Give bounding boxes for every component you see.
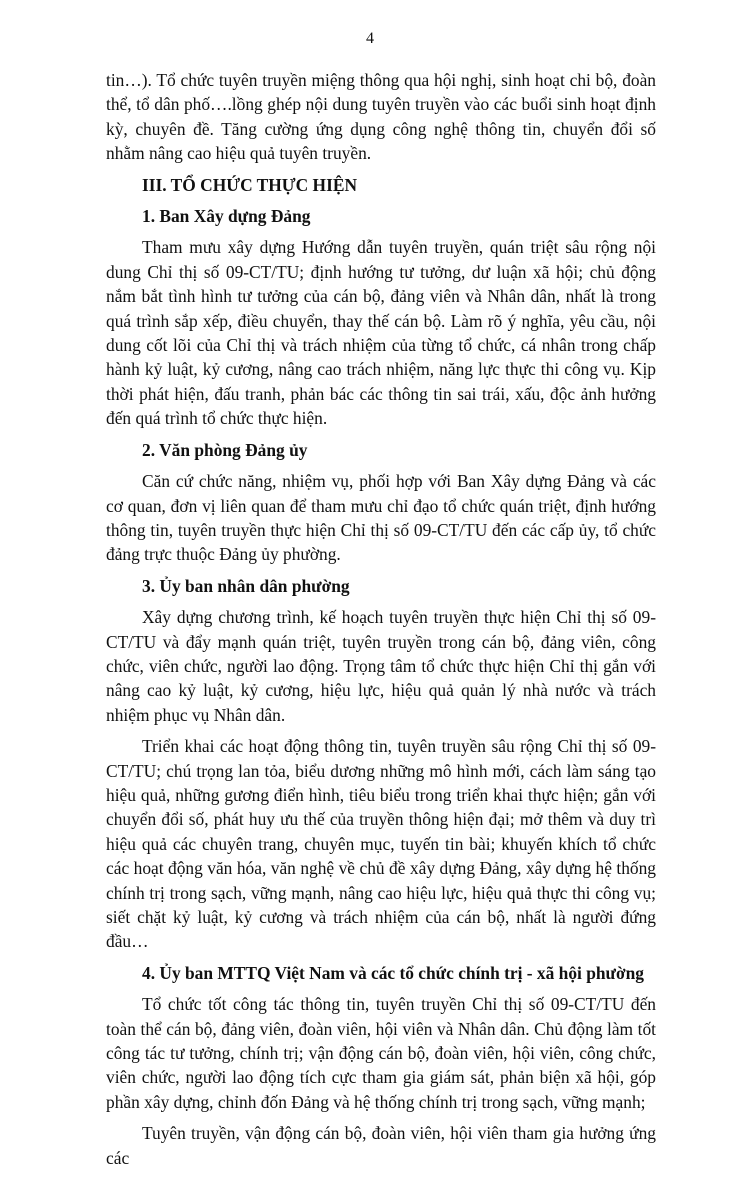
item-paragraph: Triển khai các hoạt động thông tin, tuyên truyền sâu rộng Chỉ thị số 09-CT/TU; chú trọng lan tỏa, biểu dương những mô hình mới, cách làm sáng tạo hiệu quả, những gương điển hình, tiêu biểu trong triển khai thực hiện; gắn với chuyển đổi số, phát huy ưu thế của truyền thông hiện đại; mở thêm và duy trì hiệu quả các chuyên trang, chuyên mục, tuyến tin bài; khuyến khích tổ chức các hoạt động văn hóa, văn nghệ về chủ đề xây dựng Đảng, xây dựng hệ thống chính trị trong sạch, vững mạnh, nâng cao hiệu lực, hiệu quả thực thi công vụ; siết chặt kỷ luật, kỷ cương và trách nhiệm của cán bộ, nhất là người đứng đầu… xyxy=(106,736,656,952)
document-body xyxy=(106,68,656,1177)
item-paragraph: Tuyên truyền, vận động cán bộ, đoàn viên, hội viên tham gia hưởng ứng các xyxy=(106,1123,656,1168)
item-paragraph: Tổ chức tốt công tác thông tin, tuyên truyền Chỉ thị số 09-CT/TU đến toàn thể cán bộ, đảng viên, đoàn viên, hội viên và Nhân dân. Chủ động làm tốt công tác tư tưởng, chính trị; vận động cán bộ, đoàn viên, hội viên, công chức, viên chức, người lao động tích cực tham gia giám sát, phản biện xã hội, góp phần xây dựng, chỉnh đốn Đảng và hệ thống chính trị trong sạch, vững mạnh; xyxy=(106,994,656,1112)
item-heading-uy-ban-nhan-dan: 3. Ủy ban nhân dân phường xyxy=(142,575,350,596)
intro-paragraph: tin…). Tổ chức tuyên truyền miệng thông qua hội nghị, sinh hoạt chi bộ, đoàn thể, tổ dân phố….lồng ghép nội dung tuyên truyền vào các buổi sinh hoạt định kỳ, chuyên đề. Tăng cường ứng dụng công nghệ thông tin, chuyển đổi số nhằm nâng cao hiệu quả tuyên truyền. xyxy=(106,70,656,164)
item-heading-ban-xay-dung-dang: 1. Ban Xây dựng Đảng xyxy=(142,206,311,227)
item-paragraph: Tham mưu xây dựng Hướng dẫn tuyên truyền, quán triệt sâu rộng nội dung Chỉ thị số 09-CT/TU; định hướng tư tưởng, dư luận xã hội; chủ động nắm bắt tình hình tư tưởng của cán bộ, đảng viên và Nhân dân, nhất là trong quá trình sắp xếp, điều chuyển, thay thế cán bộ. Làm rõ ý nghĩa, yêu cầu, nội dung cốt lõi của Chỉ thị và trách nhiệm của từng tổ chức, cá nhân trong chấp hành kỷ luật, kỷ cương, nâng cao trách nhiệm, năng lực thực thi công vụ. Kịp thời phát hiện, đấu tranh, phản bác các thông tin sai trái, xấu, độc ảnh hưởng đến quá trình tổ chức thực hiện. xyxy=(106,237,656,429)
item-paragraph: Xây dựng chương trình, kế hoạch tuyên truyền thực hiện Chỉ thị số 09-CT/TU và đẩy mạnh quán triệt, tuyên truyền trong cán bộ, đảng viên, công chức, viên chức, người lao động. Trọng tâm tổ chức thực hiện Chỉ thị gắn với nâng cao kỷ luật, kỷ cương, hiệu lực, hiệu quả quản lý nhà nước và trách nhiệm phục vụ Nhân dân. xyxy=(106,607,656,725)
item-paragraph: Căn cứ chức năng, nhiệm vụ, phối hợp với Ban Xây dựng Đảng và các cơ quan, đơn vị liên quan để tham mưu chỉ đạo tổ chức quán triệt, định hướng thông tin, tuyên truyền thực hiện Chỉ thị số 09-CT/TU đến các cấp ủy, tổ chức đảng trực thuộc Đảng ủy phường. xyxy=(106,471,656,565)
page-number: 4 xyxy=(366,30,374,47)
item-heading-mttq: 4. Ủy ban MTTQ Việt Nam và các tổ chức chính trị - xã hội phường xyxy=(142,962,644,983)
section-heading: III. TỔ CHỨC THỰC HIỆN xyxy=(142,174,358,195)
item-heading-van-phong-dang-uy: 2. Văn phòng Đảng ủy xyxy=(142,439,308,460)
